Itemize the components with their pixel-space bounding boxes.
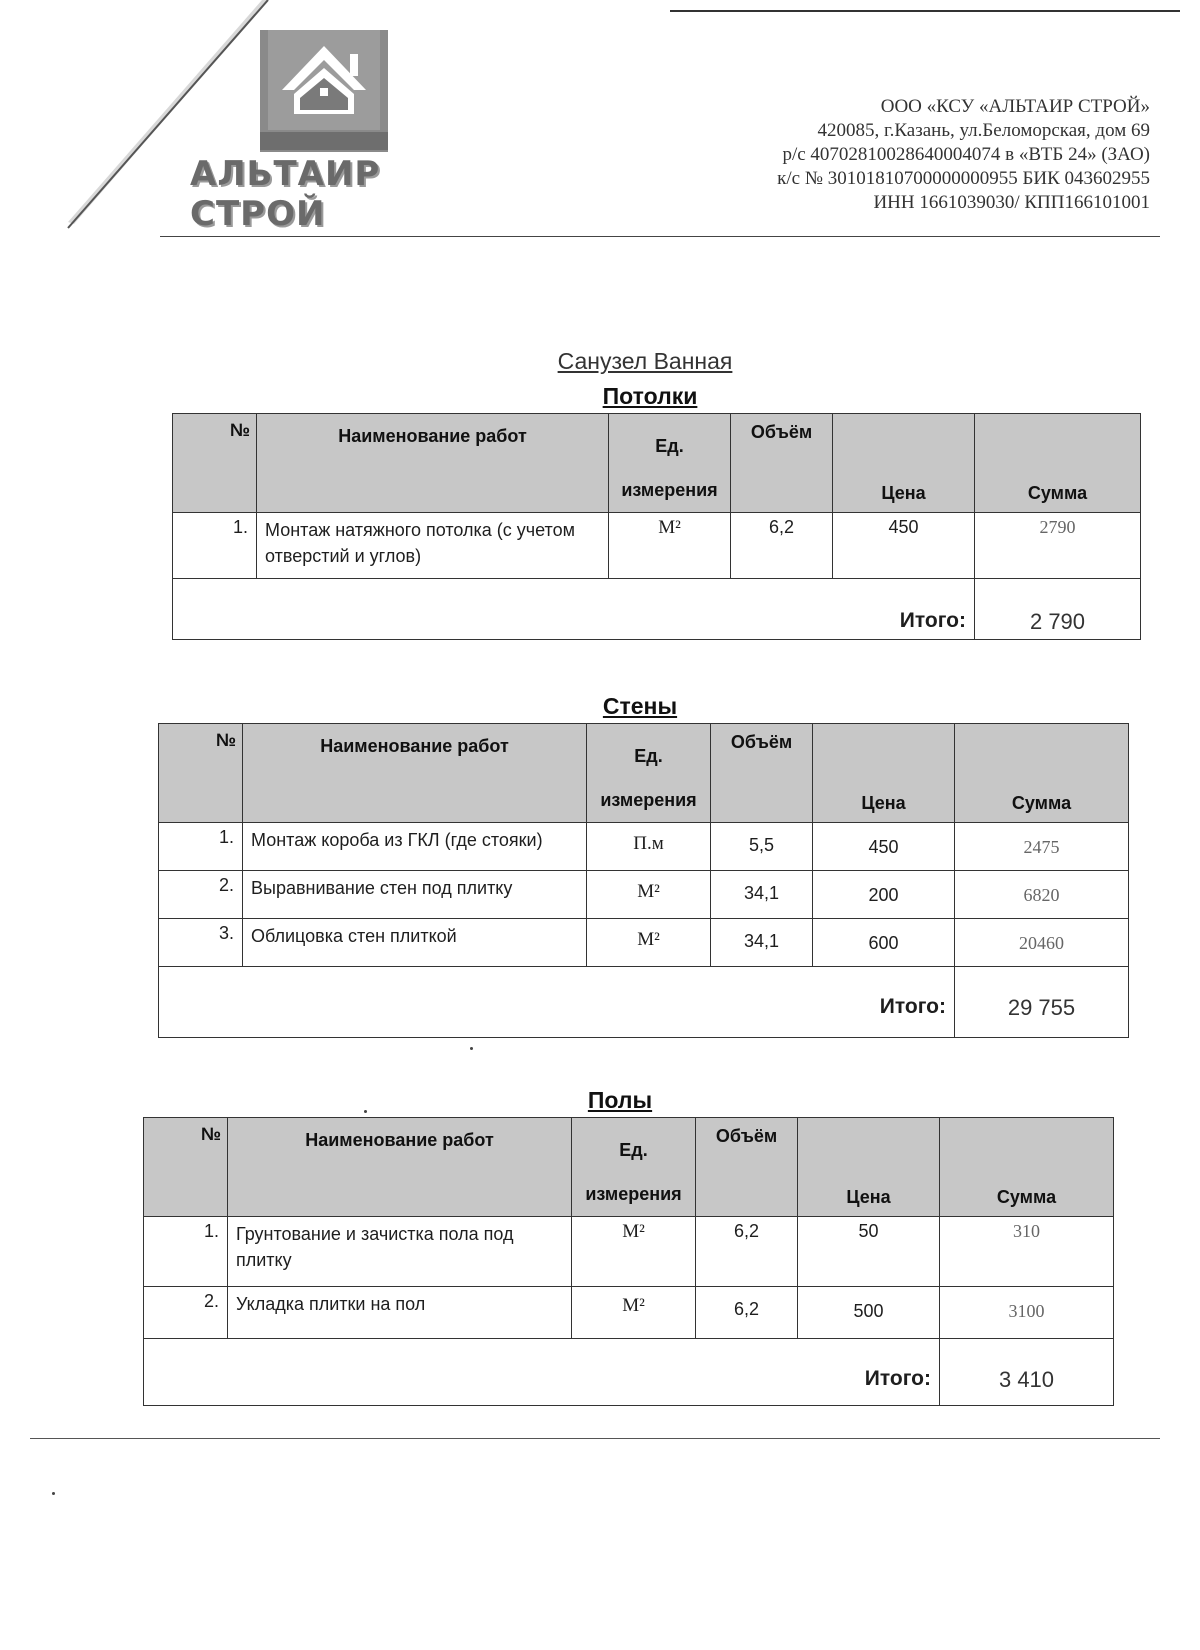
row-price: 450 — [833, 513, 975, 579]
row-volume: 34,1 — [711, 871, 813, 919]
row-price: 50 — [798, 1217, 940, 1287]
section-title-floors: Полы — [587, 1087, 653, 1113]
scan-speck — [470, 1047, 473, 1050]
row-name: Монтаж короба из ГКЛ (где стояки) — [243, 823, 587, 871]
header-sum: Сумма — [975, 414, 1141, 513]
header-volume: Объём — [711, 724, 813, 823]
total-label: Итого: — [159, 967, 955, 1038]
table-header-row — [173, 414, 1141, 513]
row-price: 200 — [813, 871, 955, 919]
row-sum: 2790 — [975, 513, 1141, 579]
row-name: Грунтование и зачистка пола под плитку — [228, 1217, 572, 1287]
row-volume: 6,2 — [731, 513, 833, 579]
table-row — [159, 919, 1129, 967]
row-num: 3. — [159, 919, 243, 967]
total-value: 29 755 — [955, 967, 1129, 1038]
row-price: 450 — [813, 823, 955, 871]
scan-speck — [52, 1492, 55, 1495]
header-name: Наименование работ — [243, 724, 587, 823]
company-inn-kpp: ИНН 1661039030/ КПП166101001 — [873, 192, 1150, 213]
scan-speck — [364, 1110, 367, 1113]
header-unit: Ед. измерения — [587, 724, 711, 823]
header-sum: Сумма — [940, 1118, 1114, 1217]
company-corr-account: к/с № 30101810700000000955 БИК 043602955 — [777, 168, 1150, 189]
document-title: Санузел Ванная — [557, 348, 733, 374]
walls-table — [158, 723, 1129, 1038]
row-volume: 5,5 — [711, 823, 813, 871]
row-num: 1. — [144, 1217, 228, 1287]
row-num: 2. — [144, 1287, 228, 1339]
row-sum: 6820 — [955, 871, 1129, 919]
row-num: 1. — [173, 513, 257, 579]
company-name: ООО «КСУ «АЛЬТАИР СТРОЙ» — [880, 96, 1150, 117]
company-account: р/с 40702810028640004074 в «ВТБ 24» (ЗАО) — [782, 144, 1150, 165]
total-row — [159, 967, 1129, 1038]
row-price: 500 — [798, 1287, 940, 1339]
row-volume: 6,2 — [696, 1217, 798, 1287]
table-row — [144, 1217, 1114, 1287]
floors-table — [143, 1117, 1114, 1406]
row-name: Выравнивание стен под плитку — [243, 871, 587, 919]
row-sum: 2475 — [955, 823, 1129, 871]
page-top-edge — [670, 10, 1180, 12]
table-row — [159, 823, 1129, 871]
row-num: 1. — [159, 823, 243, 871]
house-logo-icon — [190, 28, 480, 158]
header-volume: Объём — [696, 1118, 798, 1217]
header-price: Цена — [798, 1118, 940, 1217]
page-bottom-rule — [30, 1438, 1160, 1439]
header-volume: Объём — [731, 414, 833, 513]
row-unit: М² — [587, 919, 711, 967]
row-unit: М² — [572, 1287, 696, 1339]
header-name: Наименование работ — [228, 1118, 572, 1217]
table-header-row — [159, 724, 1129, 823]
row-name: Укладка плитки на пол — [228, 1287, 572, 1339]
header-num: № — [159, 724, 243, 823]
row-volume: 6,2 — [696, 1287, 798, 1339]
total-row — [173, 579, 1141, 640]
row-sum: 20460 — [955, 919, 1129, 967]
company-details — [550, 95, 1150, 215]
row-name: Облицовка стен плиткой — [243, 919, 587, 967]
table-row — [159, 871, 1129, 919]
total-value: 3 410 — [940, 1339, 1114, 1406]
total-value: 2 790 — [975, 579, 1141, 640]
header-price: Цена — [813, 724, 955, 823]
total-label: Итого: — [173, 579, 975, 640]
logo-text: АЛЬТАИР СТРОЙ — [190, 154, 381, 234]
row-volume: 34,1 — [711, 919, 813, 967]
header-name: Наименование работ — [257, 414, 609, 513]
total-row — [144, 1339, 1114, 1406]
header-num: № — [144, 1118, 228, 1217]
header-sum: Сумма — [955, 724, 1129, 823]
header-unit: Ед. измерения — [609, 414, 731, 513]
table-row — [173, 513, 1141, 579]
row-price: 600 — [813, 919, 955, 967]
row-unit: П.м — [587, 823, 711, 871]
row-unit: М² — [609, 513, 731, 579]
row-sum: 310 — [940, 1217, 1114, 1287]
row-num: 2. — [159, 871, 243, 919]
row-unit: М² — [572, 1217, 696, 1287]
header-num: № — [173, 414, 257, 513]
section-title-ceilings: Потолки — [602, 383, 698, 409]
header-divider — [160, 236, 1160, 237]
header-price: Цена — [833, 414, 975, 513]
ceilings-table — [172, 413, 1141, 640]
table-header-row — [144, 1118, 1114, 1217]
row-name: Монтаж натяжного потолка (с учетом отверстий и углов) — [257, 513, 609, 579]
total-label: Итого: — [144, 1339, 940, 1406]
row-sum: 3100 — [940, 1287, 1114, 1339]
header-unit: Ед. измерения — [572, 1118, 696, 1217]
table-row — [144, 1287, 1114, 1339]
section-title-walls: Стены — [602, 693, 678, 719]
company-address: 420085, г.Казань, ул.Беломорская, дом 69 — [817, 120, 1150, 141]
company-logo — [190, 28, 480, 234]
row-unit: М² — [587, 871, 711, 919]
